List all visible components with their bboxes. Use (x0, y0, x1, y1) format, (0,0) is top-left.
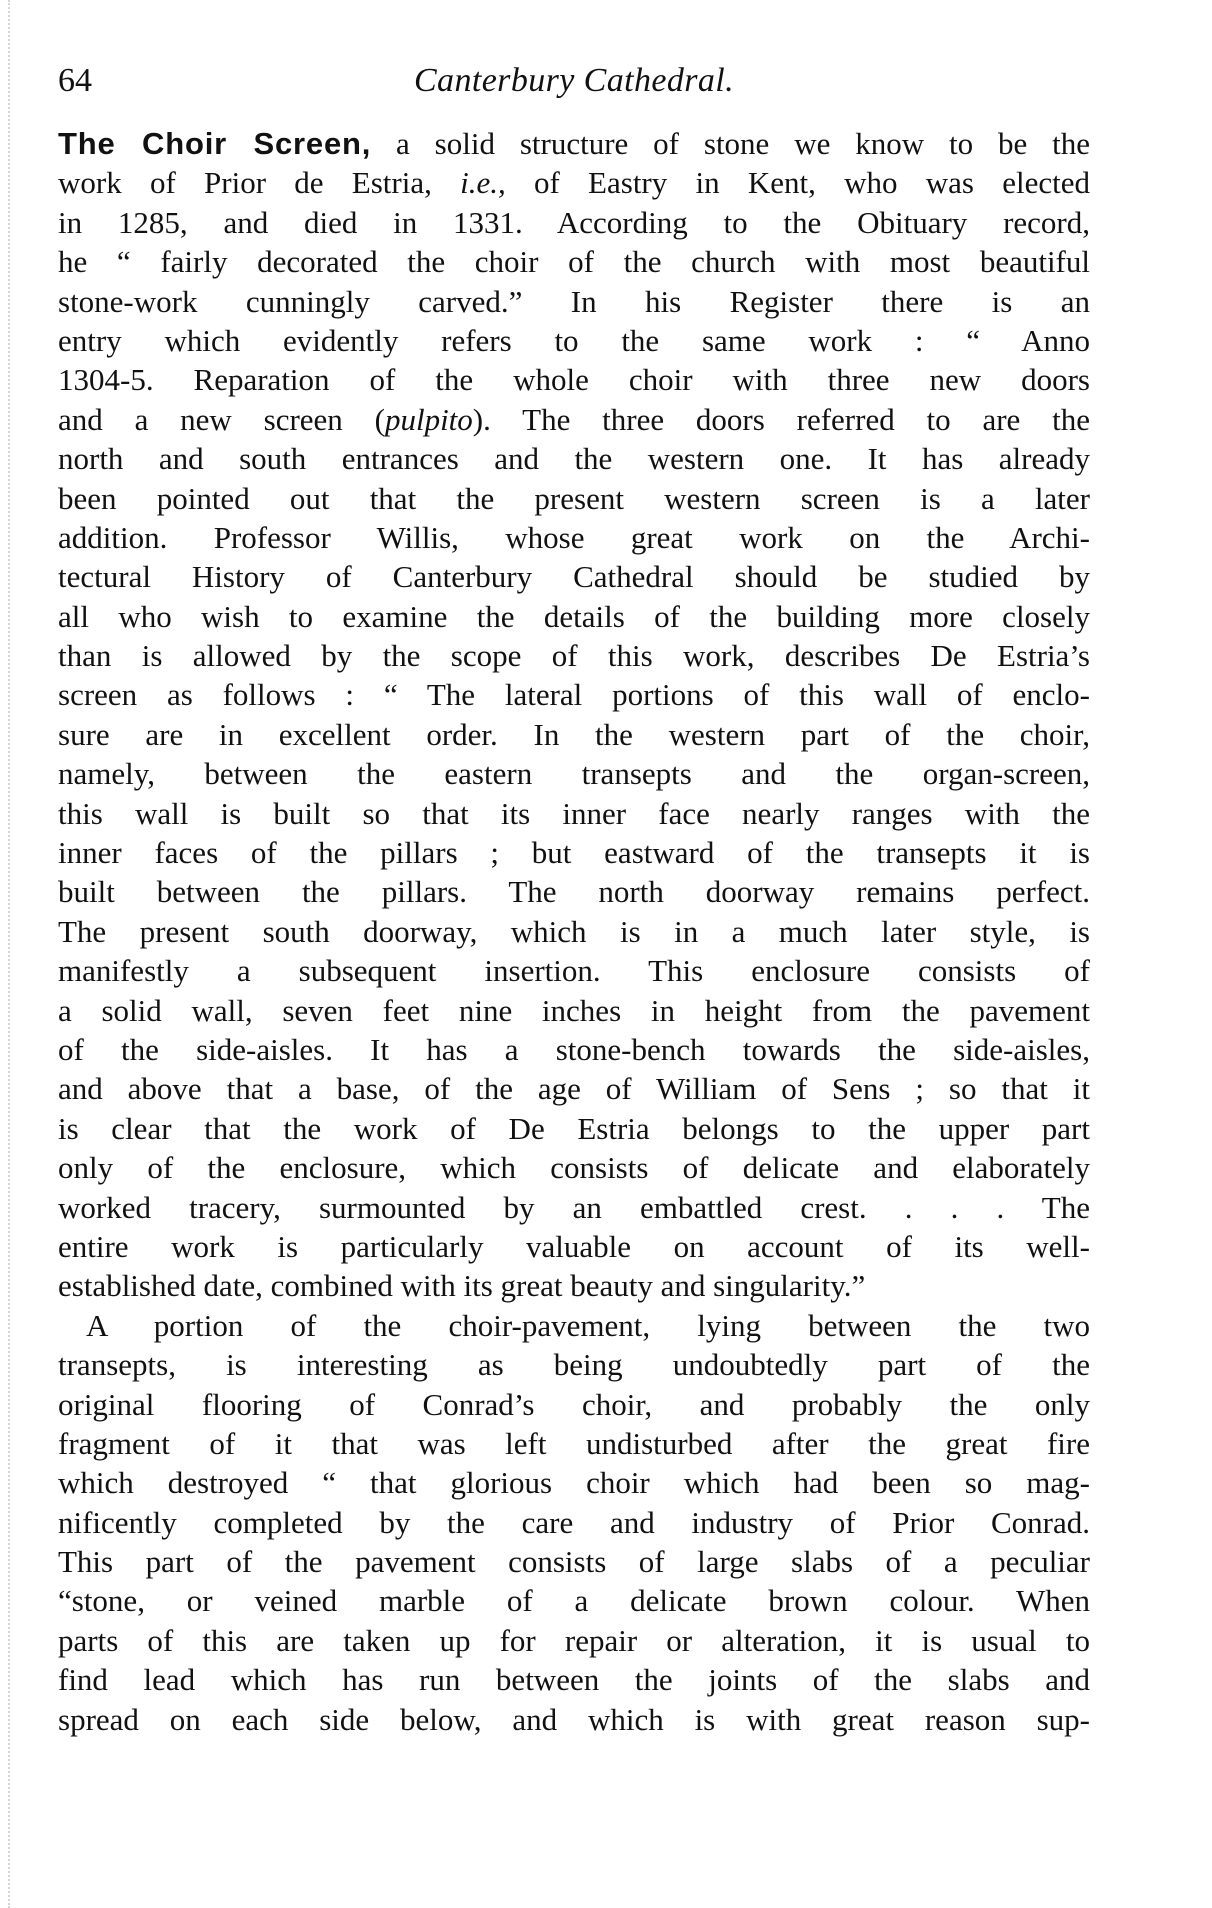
paragraph-1-line: built between the pillars. The north doorway remains perfect. (58, 874, 1090, 910)
paragraph-2-line: which destroyed “ that glorious choir which had been so mag- (58, 1465, 1090, 1501)
paragraph-1-line-1-text: a solid structure of stone we know to be the (371, 126, 1090, 161)
line-text: ). The three doors referred to are the (472, 401, 1091, 437)
paragraph-2-line: nificently completed by the care and industry of Prior Conrad. (58, 1504, 1090, 1540)
paragraph-1-line: than is allowed by the scope of this work, describes De Estria’s (58, 638, 1090, 674)
paragraph-1-line: a solid wall, seven feet nine inches in height from the pavement (58, 992, 1090, 1028)
paragraph-2-line: This part of the pavement consists of large slabs of a peculiar (58, 1544, 1090, 1580)
page-margin-rule (8, 0, 10, 1908)
paragraph-2-line: transepts, is interesting as being undoubtedly part of the (58, 1347, 1090, 1383)
paragraph-1-line: entire work is particularly valuable on account of its well- (58, 1228, 1090, 1264)
paragraph-2-line: parts of this are taken up for repair or alteration, it is usual to (58, 1622, 1090, 1658)
page-header (58, 46, 1090, 116)
paragraph-1-line: of the side-aisles. It has a stone-bench towards the side-aisles, (58, 1031, 1090, 1067)
line-text: and a new screen ( (58, 401, 385, 437)
line-text: of Eastry in Kent, who was elected (505, 165, 1090, 201)
paragraph-1-line: manifestly a subsequent insertion. This enclosure consists of (58, 953, 1090, 989)
paragraph-1-line: is clear that the work of De Estria belongs to the upper part (58, 1110, 1090, 1146)
paragraph-1-line: been pointed out that the present western screen is a later (58, 480, 1090, 516)
paragraph-1-line: The present south doorway, which is in a much later style, is (58, 913, 1090, 949)
paragraph-1-line: entry which evidently refers to the same work : “ Anno (58, 322, 1090, 358)
body-text (58, 124, 1090, 1739)
book-page (58, 46, 1090, 1858)
paragraph-1-line: only of the enclosure, which consists of delicate and elaborately (58, 1150, 1090, 1186)
paragraph-2-line: “stone, or veined marble of a delicate brown colour. When (58, 1583, 1090, 1619)
italic-abbreviation: i.e., (460, 165, 506, 201)
paragraph-1-line (58, 163, 1090, 202)
paragraph-1-line: stone-work cunningly carved.” In his Register there is an (58, 283, 1090, 319)
paragraph-2-line: fragment of it that was left undisturbed after the great fire (58, 1425, 1090, 1461)
running-title: Canterbury Cathedral. (413, 62, 735, 99)
paragraph-2-line: find lead which has run between the joints of the slabs and (58, 1662, 1090, 1698)
paragraph-1-line: addition. Professor Willis, whose great work on the Archi- (58, 519, 1090, 555)
paragraph-1-line: namely, between the eastern transepts and the organ-screen, (58, 756, 1090, 792)
paragraph-1-line: sure are in excellent order. In the western part of the choir, (58, 716, 1090, 752)
paragraph-1-line: north and south entrances and the western one. It has already (58, 441, 1090, 477)
paragraph-2-line: spread on each side below, and which is with great reason sup- (58, 1701, 1090, 1737)
line-text: work of Prior de Estria, (58, 165, 461, 201)
paragraph-1-line (58, 124, 1090, 163)
paragraph-1-line: 1304-5. Reparation of the whole choir with three new doors (58, 362, 1090, 398)
paragraph-1-line: worked tracery, surmounted by an embattled crest. . . . The (58, 1189, 1090, 1225)
paragraph-1-line: established date, combined with its great beauty and singularity.” (58, 1268, 866, 1304)
italic-term: pulpito (384, 401, 473, 437)
paragraph-1-line: and above that a base, of the age of William of Sens ; so that it (58, 1071, 1090, 1107)
paragraph-2-line: original flooring of Conrad’s choir, and probably the only (58, 1386, 1090, 1422)
paragraph-1-line: screen as follows : “ The lateral portions of this wall of enclo- (58, 677, 1090, 713)
paragraph-1-line: tectural History of Canterbury Cathedral should be studied by (58, 559, 1090, 595)
paragraph-1-line: he “ fairly decorated the choir of the church with most beautiful (58, 244, 1090, 280)
section-lead: The Choir Screen, (58, 126, 372, 161)
paragraph-2-line: A portion of the choir-pavement, lying between the two (86, 1307, 1090, 1343)
paragraph-1-line: all who wish to examine the details of the building more closely (58, 598, 1090, 634)
paragraph-1-line: inner faces of the pillars ; but eastward of the transepts it is (58, 835, 1090, 871)
paragraph-1-line (58, 400, 1090, 439)
paragraph-1-line: this wall is built so that its inner face nearly ranges with the (58, 795, 1090, 831)
paragraph-1-line: in 1285, and died in 1331. According to the Obituary record, (58, 204, 1090, 240)
page-number: 64 (58, 62, 92, 99)
